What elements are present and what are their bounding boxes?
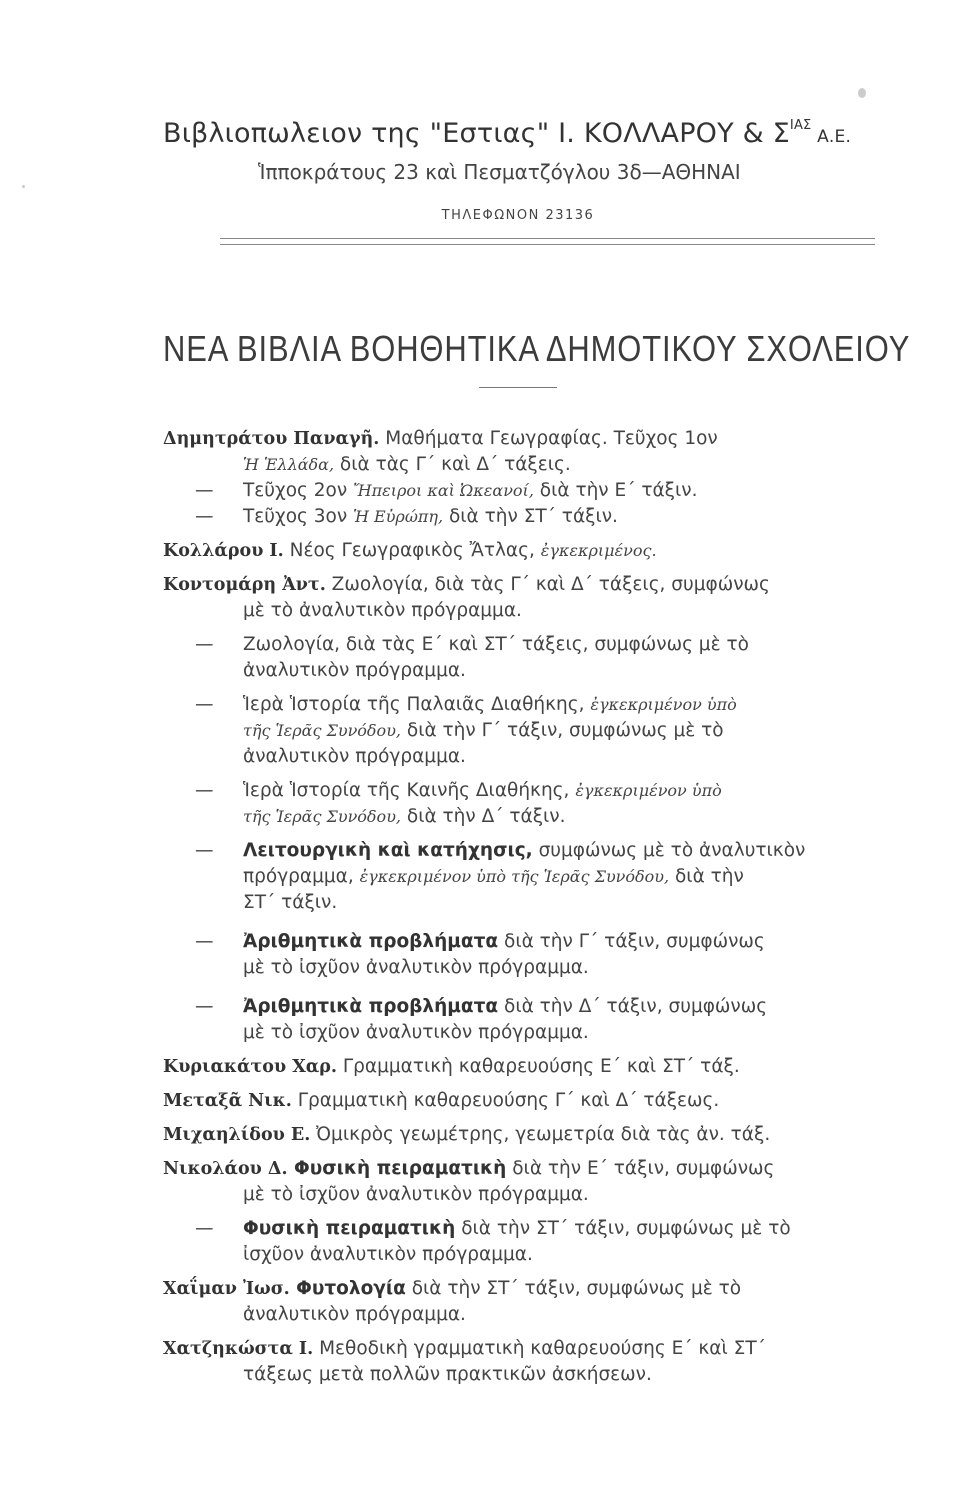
book-detail: διὰ τὴν Δ΄ τάξιν, συμφώνως <box>498 996 768 1017</box>
spacer <box>163 981 883 994</box>
list-item <box>163 994 883 1020</box>
spacer <box>163 770 883 778</box>
dash-mark: — <box>195 840 214 861</box>
list-item <box>163 426 883 452</box>
book-title: Μαθήματα Γεωγραφίας. Τεῦχος 1ον <box>379 428 718 449</box>
author-name: Μεταξᾶ Νικ. <box>163 1091 292 1111</box>
spacer <box>163 1114 883 1122</box>
list-item-line <box>163 804 883 830</box>
list-item-line <box>163 718 883 744</box>
book-note: τῆς Ἱερᾶς Συνόδου, <box>243 807 401 826</box>
list-item-line <box>163 1182 883 1208</box>
list-item-line <box>163 452 883 478</box>
book-title: Ζωολογία, διὰ τὰς Γ΄ καὶ Δ΄ τάξεις, συμφώνως <box>325 574 770 595</box>
book-title: Φυσικὴ πειραματικὴ <box>287 1158 507 1179</box>
book-title: Ὀμικρὸς γεωμέτρης, γεωμετρία διὰ τὰς ἀν. τάξ. <box>310 1124 771 1145</box>
dash-mark: — <box>195 506 214 527</box>
list-item <box>163 632 883 658</box>
author-name: Κυριακάτου Χαρ. <box>163 1057 337 1077</box>
book-detail: πρόγραμμα, <box>243 866 360 887</box>
book-detail: συμφώνως μὲ τὸ ἀναλυτικὸν <box>532 840 806 861</box>
author-name: Κοντομάρη Ἀντ. <box>163 575 326 595</box>
book-detail: διὰ τὴν Ε΄ τάξιν, συμφώνως <box>506 1158 775 1179</box>
book-detail: διὰ τὴν ΣΤ΄ τάξιν, συμφώνως μὲ τὸ <box>405 1278 742 1299</box>
list-item-line <box>163 890 883 916</box>
list-item-line <box>163 658 883 684</box>
spacer <box>163 916 883 929</box>
book-title: Ἀριθμητικὰ προβλήματα <box>243 996 499 1017</box>
header-double-rule <box>220 238 875 245</box>
book-detail: μὲ τὸ ἰσχῦον ἀναλυτικὸν πρόγραμμα. <box>243 1184 589 1205</box>
list-item <box>163 538 883 564</box>
author-name: Χατζηκώστα Ι. <box>163 1339 314 1359</box>
spacer <box>163 564 883 572</box>
book-detail: Τεῦχος 2ον <box>243 480 354 501</box>
bookshop-name-text: Βιβλιοπωλειον της "Εστιας" Ι. ΚΟΛΛΑΡΟΥ & Σ <box>163 118 790 149</box>
bookshop-name-superscript: ΙΑΣ <box>789 118 812 133</box>
bookshop-name <box>163 118 883 149</box>
book-title: Γραμματικὴ καθαρευούσης Ε΄ καὶ ΣΤ΄ τάξ. <box>336 1056 740 1077</box>
book-subtitle: Ἡ Εὐρώπη, <box>353 507 444 526</box>
book-title: Λειτουργικὴ καὶ κατήχησις, <box>243 840 533 861</box>
book-note: τῆς Ἱερᾶς Συνόδου, <box>243 721 401 740</box>
list-item-line <box>163 955 883 981</box>
spacer <box>163 830 883 838</box>
book-detail: διὰ τὴν ΣΤ΄ τάξιν. <box>443 506 618 527</box>
book-detail: Τεῦχος 3ον <box>243 506 354 527</box>
spacer <box>163 1268 883 1276</box>
spacer <box>163 684 883 692</box>
book-note: ἐγκεκριμένον ὑπὸ <box>590 695 737 714</box>
list-item-line <box>163 1302 883 1328</box>
list-item <box>163 778 883 804</box>
book-detail: διὰ τὰς Γ΄ καὶ Δ΄ τάξεις. <box>334 454 571 475</box>
book-title: Ἀριθμητικὰ προβλήματα <box>243 931 499 952</box>
paper-speck <box>22 185 25 188</box>
book-list <box>163 426 883 1388</box>
book-detail: ἰσχῦον ἀναλυτικὸν πρόγραμμα. <box>243 1244 533 1265</box>
book-detail: ἀναλυτικὸν πρόγραμμα. <box>243 1304 466 1325</box>
book-detail: διὰ τὴν Δ΄ τάξιν. <box>401 806 566 827</box>
book-note: ἐγκεκριμένον ὑπὸ <box>575 781 722 800</box>
author-name: Μιχαηλίδου Ε. <box>163 1125 311 1145</box>
list-item-line <box>163 864 883 890</box>
paper-speck <box>858 88 866 98</box>
book-title: Ἱερὰ Ἱστορία τῆς Καινῆς Διαθήκης, <box>243 780 576 801</box>
title-underline <box>479 387 557 388</box>
page-title: ΝΕΑ ΒΙΒΛΙΑ ΒΟΗΘΗΤΙΚΑ ΔΗΜΟΤΙΚΟΥ ΣΧΟΛΕΙΟΥ <box>163 328 911 369</box>
book-detail: τάξεως μετὰ πολλῶν πρακτικῶν ἀσκήσεων. <box>243 1364 652 1385</box>
book-subtitle: Ἤπειροι καὶ Ὠκεανοί, <box>353 481 534 500</box>
book-title: Νέος Γεωγραφικὸς Ἄτλας, <box>283 540 541 561</box>
book-title: Φυτολογία <box>289 1278 406 1299</box>
list-item <box>163 929 883 955</box>
bookshop-address: Ἱπποκράτους 23 καὶ Πεσματζόγλου 3δ—ΑΘΗΝΑΙ <box>258 160 741 184</box>
dash-mark: — <box>195 634 214 655</box>
list-item <box>163 1122 883 1148</box>
book-note: ἐγκεκριμένον ὑπὸ τῆς Ἱερᾶς Συνόδου, <box>359 867 670 886</box>
spacer <box>163 1208 883 1216</box>
list-item <box>163 1336 883 1362</box>
book-detail: μὲ τὸ ἰσχῦον ἀναλυτικὸν πρόγραμμα. <box>243 1022 589 1043</box>
list-item <box>163 1054 883 1080</box>
book-detail: ἀναλυτικὸν πρόγραμμα. <box>243 660 466 681</box>
spacer <box>163 1046 883 1054</box>
list-item <box>163 1276 883 1302</box>
spacer <box>163 530 883 538</box>
book-subtitle: Ἡ Ἑλλάδα, <box>243 455 335 474</box>
spacer <box>163 1148 883 1156</box>
dash-mark: — <box>195 480 214 501</box>
author-name: Νικολάου Δ. <box>163 1159 288 1179</box>
list-item-line <box>163 744 883 770</box>
list-item-line <box>163 1242 883 1268</box>
book-detail: διὰ τὴν Γ΄ τάξιν, συμφώνως <box>498 931 765 952</box>
list-item <box>163 838 883 864</box>
list-item <box>163 1156 883 1182</box>
list-item <box>163 692 883 718</box>
book-detail: διὰ τὴν Ε΄ τάξιν. <box>533 480 698 501</box>
book-title: Ζωολογία, διὰ τὰς Ε΄ καὶ ΣΤ΄ τάξεις, συμφώνως μὲ τὸ <box>243 634 749 655</box>
book-detail: ΣΤ΄ τάξιν. <box>243 892 338 913</box>
list-item <box>163 1216 883 1242</box>
bookshop-phone: ΤΗΛΕΦΩΝΟΝ 23136 <box>441 208 595 223</box>
list-item <box>163 478 883 504</box>
dash-mark: — <box>195 996 214 1017</box>
book-title: Μεθοδικὴ γραμματικὴ καθαρευούσης Ε΄ καὶ ΣΤ΄ <box>313 1338 766 1359</box>
list-item <box>163 504 883 530</box>
bookshop-name-suffix: Α.Ε. <box>811 127 852 147</box>
book-detail: διὰ τὴν ΣΤ΄ τάξιν, συμφώνως μὲ τὸ <box>455 1218 791 1239</box>
spacer <box>163 1328 883 1336</box>
list-item-line <box>163 1020 883 1046</box>
dash-mark: — <box>195 1218 214 1239</box>
book-title: Ἱερὰ Ἱστορία τῆς Παλαιᾶς Διαθήκης, <box>243 694 591 715</box>
book-detail: μὲ τὸ ἀναλυτικὸν πρόγραμμα. <box>243 600 522 621</box>
book-detail: διὰ τὴν <box>669 866 744 887</box>
author-name: Κολλάρου Ι. <box>163 541 284 561</box>
list-item <box>163 572 883 598</box>
spacer <box>163 1080 883 1088</box>
spacer <box>163 624 883 632</box>
book-title: Φυσικὴ πειραματικὴ <box>243 1218 456 1239</box>
dash-mark: — <box>195 931 214 952</box>
list-item <box>163 1088 883 1114</box>
book-title: Γραμματικὴ καθαρευούσης Γ΄ καὶ Δ΄ τάξεως. <box>291 1090 720 1111</box>
book-detail: μὲ τὸ ἰσχῦον ἀναλυτικὸν πρόγραμμα. <box>243 957 589 978</box>
author-name: Δημητράτου Παναγῆ. <box>163 429 380 449</box>
list-item-line <box>163 1362 883 1388</box>
book-detail: ἀναλυτικὸν πρόγραμμα. <box>243 746 466 767</box>
author-name: Χαΐμαν Ἰωσ. <box>163 1279 290 1299</box>
dash-mark: — <box>195 780 214 801</box>
dash-mark: — <box>195 694 214 715</box>
list-item-line <box>163 598 883 624</box>
book-note: ἐγκεκριμένος. <box>540 541 657 560</box>
book-detail: διὰ τὴν Γ΄ τάξιν, συμφώνως μὲ τὸ <box>401 720 724 741</box>
